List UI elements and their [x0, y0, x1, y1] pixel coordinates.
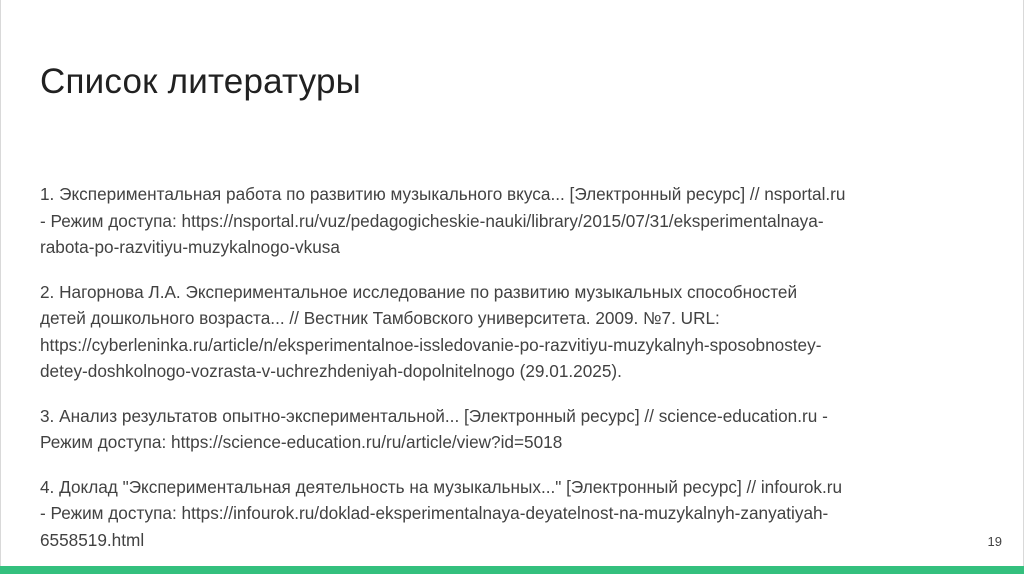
reference-item-2: 2. Нагорнова Л.А. Экспериментальное исследование по развитию музыкальных способностей детей дошкольного возраста... // Вестник Тамбовского университета. 2009. №7. URL: https://cyberleninka.ru/article/n/eksperimentalnoe-issledovanie-po-razvitiyu-muzykalnyh-sposobnostey- detey-doshkolnogo-vozrasta-v-uchrezhdeniyah-dopolnitelnogo (29.01.2025). [40, 281, 822, 381]
slide-left-border [0, 0, 1, 566]
page-number: 19 [987, 534, 1002, 549]
reference-item-4: 4. Доклад "Экспериментальная деятельность на музыкальных..." [Электронный ресурс] // infourok.ru - Режим доступа: https://infourok.ru/doklad-eksperimentalnaya-deyatelnost-na-muzykalnyh-zanyatiyah- 6558519.html [40, 476, 843, 550]
reference-item-3: 3. Анализ результатов опытно-экспериментальной... [Электронный ресурс] // science-education.ru - Режим доступа: https://science-education.ru/ru/article/view?id=5018 [40, 405, 828, 452]
reference-list [40, 181, 985, 571]
reference-item-1: 1. Экспериментальная работа по развитию музыкального вкуса... [Электронный ресурс] // nsportal.ru - Режим доступа: https://nsportal.ru/vuz/pedagogicheskie-nauki/library/2015/07/31/eksperimentalnaya- rabota-po-razvitiyu-muzykalnogo-vkusa [40, 184, 846, 257]
accent-bar [0, 566, 1024, 574]
slide-title: Список литературы [40, 62, 361, 101]
